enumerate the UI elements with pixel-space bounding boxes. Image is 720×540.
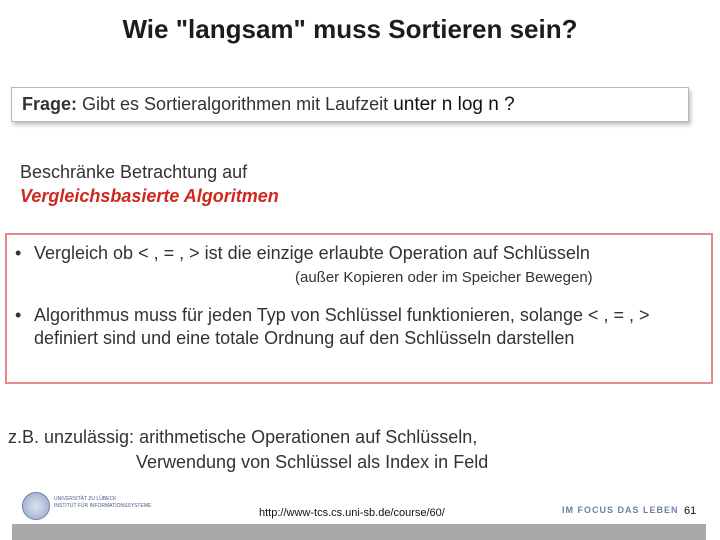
restriction-highlight: Vergleichsbasierte Algoritmen [20, 186, 279, 206]
example-line: Verwendung von Schlüssel als Index in Feld [136, 452, 489, 472]
rules-box [5, 233, 713, 384]
page-number: 61 [684, 505, 697, 517]
question-text [22, 94, 515, 116]
restriction-block [20, 160, 279, 208]
example-block [8, 425, 488, 475]
rule-text: Vergleich ob < , = , > ist die einzige erlaubte Operation auf Schlüsseln [34, 243, 590, 263]
question-math: unter n log n ? [393, 94, 515, 115]
footer-bar [12, 524, 706, 540]
slide-title: Wie "langsam" muss Sortieren sein? [122, 14, 578, 44]
rule-note: (außer Kopieren oder im Speicher Bewegen) [295, 269, 593, 286]
bullet: • [15, 305, 22, 325]
rule-item [15, 304, 705, 376]
university-seal-icon [22, 492, 50, 520]
footer-url: http://www-tcs.cs.uni-sb.de/course/60/ [259, 507, 445, 519]
question-label: Frage: [22, 94, 78, 114]
restriction-line: Beschränke Betrachtung auf [20, 162, 248, 182]
rule-text: Algorithmus muss für jeden Typ von Schlüssel funktionieren, solange < , = , > definiert sind und eine totale Ordnung auf den Schlüsseln darstellen [34, 305, 650, 348]
question-body: Gibt es Sortieralgorithmen mit Laufzeit [82, 94, 389, 114]
rule-item [15, 242, 705, 266]
institute-line: INSTITUT FÜR INFORMATIONSSYSTEME [54, 503, 152, 509]
example-line: z.B. unzulässig: arithmetische Operationen auf Schlüsseln, [8, 427, 478, 447]
bullet: • [15, 243, 22, 263]
university-logo [22, 492, 172, 522]
university-line: UNIVERSITÄT ZU LÜBECK [54, 496, 117, 502]
university-name [54, 496, 151, 510]
footer-tagline: IM FOCUS DAS LEBEN [562, 505, 679, 515]
question-box [11, 87, 689, 122]
